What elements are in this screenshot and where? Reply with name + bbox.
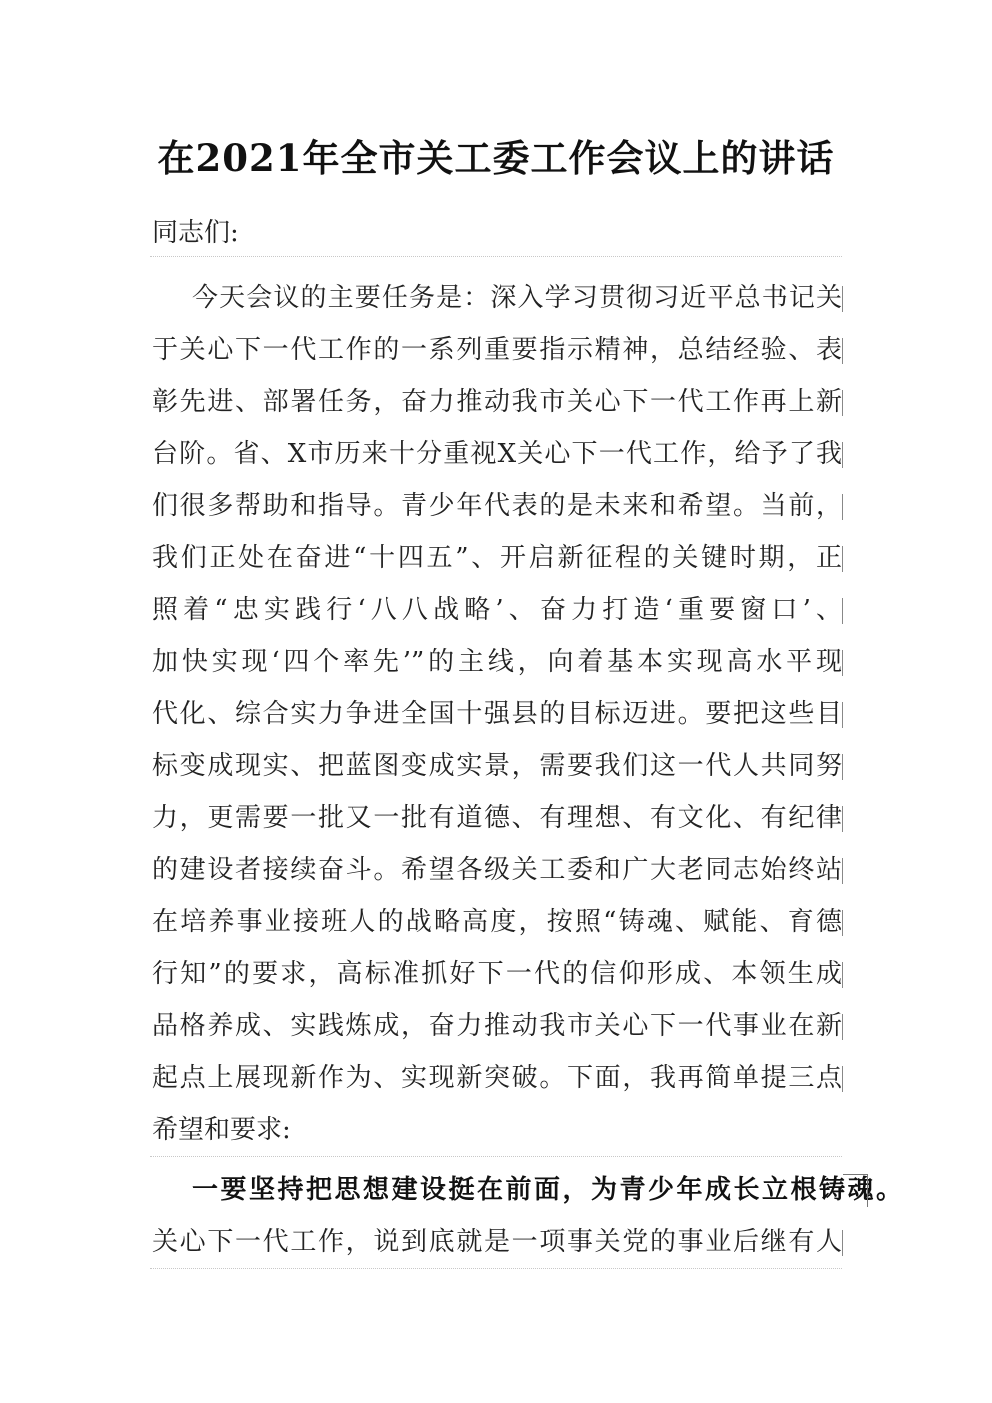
paragraph-1-line: 行知”的要求，高标准抓好下一代的信仰形成、本领生成 xyxy=(152,959,842,989)
margin-tick xyxy=(842,338,843,364)
margin-tick xyxy=(842,494,843,520)
paragraph-divider xyxy=(150,1156,842,1157)
paragraph-1-line: 品格养成、实践炼成，奋力推动我市关心下一代事业在新 xyxy=(152,1011,842,1041)
paragraph-1-line: 力，更需要一批又一批有道德、有理想、有文化、有纪律 xyxy=(152,803,842,833)
margin-tick xyxy=(842,702,843,728)
paragraph-1-line: 于关心下一代工作的一系列重要指示精神，总结经验、表 xyxy=(152,335,842,365)
paragraph-1-line: 们很多帮助和指导。青少年代表的是未来和希望。当前， xyxy=(152,491,842,521)
paragraph-1-line: 的建设者接续奋斗。希望各级关工委和广大老同志始终站 xyxy=(152,855,842,885)
paragraph-1-line: 标变成现实、把蓝图变成实景，需要我们这一代人共同努 xyxy=(152,751,842,781)
paragraph-1-line: 我们正处在奋进“十四五”、开启新征程的关键时期，正 xyxy=(152,543,842,573)
paragraph-divider xyxy=(150,1268,842,1269)
margin-tick xyxy=(842,754,843,780)
paragraph-1-line: 起点上展现新作为、实现新突破。下面，我再简单提三点 xyxy=(152,1063,842,1093)
paragraph-1-line: 加快实现‘四个率先’”的主线，向着基本实现高水平现 xyxy=(152,647,842,677)
margin-tick xyxy=(842,390,843,416)
margin-tick xyxy=(842,962,843,988)
margin-tick xyxy=(842,546,843,572)
heading-margin-mark xyxy=(843,1174,868,1207)
section-heading-1: 一要坚持把思想建设挺在前面，为青少年成长立根铸魂。 xyxy=(192,1175,902,1205)
salutation: 同志们: xyxy=(152,218,239,248)
margin-tick xyxy=(842,650,843,676)
paragraph-2-line: 关心下一代工作，说到底就是一项事关党的事业后继有人 xyxy=(152,1227,842,1257)
paragraph-1-line: 代化、综合实力争进全国十强县的目标迈进。要把这些目 xyxy=(152,699,842,729)
paragraph-1-line: 彰先进、部署任务，奋力推动我市关心下一代工作再上新 xyxy=(152,387,842,417)
paragraph-1-line: 希望和要求: xyxy=(152,1115,291,1145)
margin-tick xyxy=(842,910,843,936)
margin-tick xyxy=(842,1014,843,1040)
margin-tick xyxy=(842,286,843,312)
paragraph-1-line: 今天会议的主要任务是：深入学习贯彻习近平总书记关 xyxy=(192,283,842,313)
margin-tick xyxy=(842,442,843,468)
margin-tick xyxy=(842,1066,843,1092)
margin-tick xyxy=(842,806,843,832)
paragraph-divider xyxy=(150,256,842,257)
paragraph-1-line: 台阶。省、X市历来十分重视X关心下一代工作，给予了我 xyxy=(152,439,842,469)
margin-tick xyxy=(842,1230,843,1256)
document-title: 在2021年全市关工委工作会议上的讲话 xyxy=(157,136,835,180)
margin-tick xyxy=(842,598,843,624)
paragraph-1-line: 在培养事业接班人的战略高度，按照“铸魂、赋能、育德 xyxy=(152,907,842,937)
paragraph-1-line: 照着“忠实践行‘八八战略’、奋力打造‘重要窗口’、 xyxy=(152,595,842,625)
margin-tick xyxy=(842,858,843,884)
